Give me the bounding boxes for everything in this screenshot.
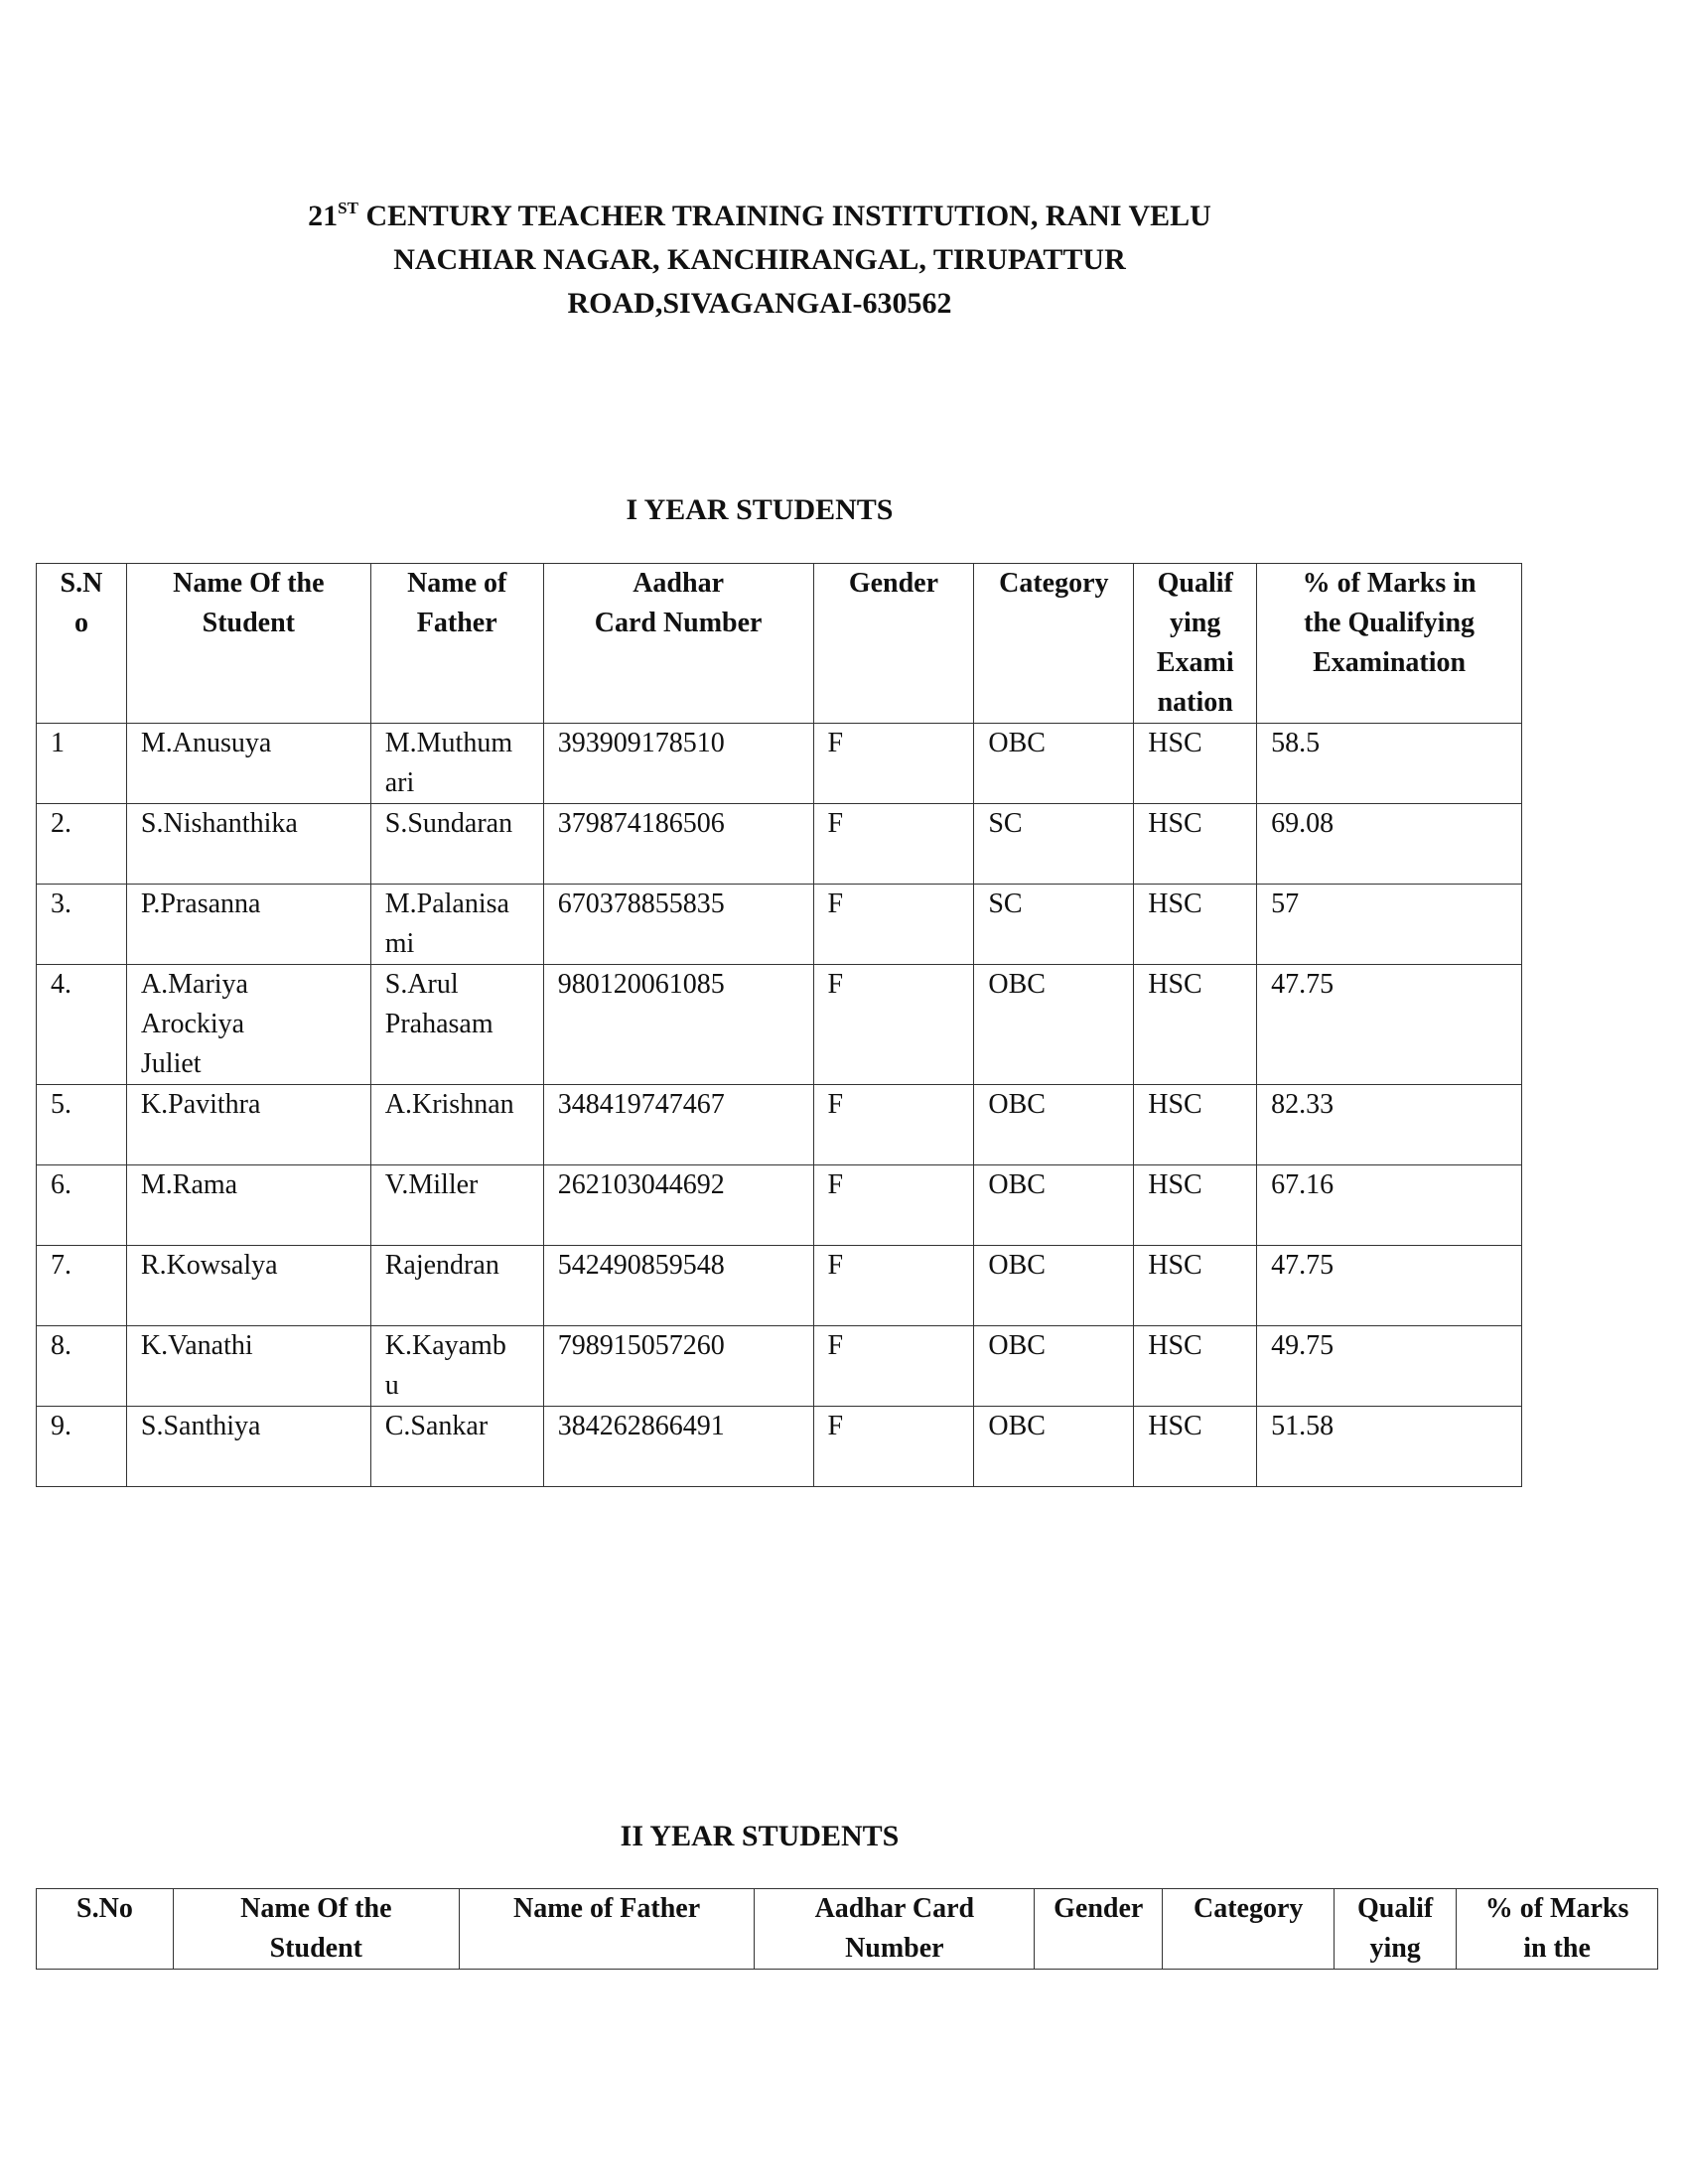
cell-aadhar-number: 262103044692 (543, 1165, 813, 1246)
cell-category: SC (974, 885, 1134, 965)
header-qualifying-exam: Qualif ying Exami nation (1134, 564, 1257, 724)
header-student-name: Name Of the Student (126, 564, 370, 724)
header-aadhar-number: Aadhar Card Number (543, 564, 813, 724)
cell-qualifying-exam: HSC (1134, 1326, 1257, 1407)
cell-student-name: M.Anusuya (126, 724, 370, 804)
cell-marks-percent: 51.58 (1257, 1407, 1522, 1487)
cell-qualifying-exam: HSC (1134, 724, 1257, 804)
second-year-students-table (36, 1888, 1658, 1970)
institution-title-line2: NACHIAR NAGAR, KANCHIRANGAL, TIRUPATTUR (393, 243, 1126, 276)
header-category: Category (1163, 1889, 1335, 1970)
cell-father-name: K.Kayamb u (370, 1326, 543, 1407)
second-year-heading: II YEAR STUDENTS (620, 1820, 900, 1852)
cell-father-name: M.Muthum ari (370, 724, 543, 804)
cell-student-name: M.Rama (126, 1165, 370, 1246)
cell-serial-no: 1 (37, 724, 127, 804)
table-header-row (37, 564, 1522, 724)
cell-student-name: P.Prasanna (126, 885, 370, 965)
cell-gender: F (813, 1326, 974, 1407)
cell-serial-no: 5. (37, 1085, 127, 1165)
cell-marks-percent: 57 (1257, 885, 1522, 965)
cell-gender: F (813, 1165, 974, 1246)
cell-qualifying-exam: HSC (1134, 1407, 1257, 1487)
header-marks-percent: % of Marks in the (1457, 1889, 1658, 1970)
cell-gender: F (813, 1407, 974, 1487)
cell-category: OBC (974, 1246, 1134, 1326)
first-year-students-table (36, 563, 1522, 1487)
table-row (37, 885, 1522, 965)
cell-marks-percent: 47.75 (1257, 1246, 1522, 1326)
cell-marks-percent: 82.33 (1257, 1085, 1522, 1165)
cell-aadhar-number: 348419747467 (543, 1085, 813, 1165)
table-row (37, 804, 1522, 885)
cell-qualifying-exam: HSC (1134, 804, 1257, 885)
cell-father-name: S.Arul Prahasam (370, 965, 543, 1085)
cell-father-name: C.Sankar (370, 1407, 543, 1487)
cell-father-name: V.Miller (370, 1165, 543, 1246)
header-gender: Gender (813, 564, 974, 724)
cell-qualifying-exam: HSC (1134, 965, 1257, 1085)
header-marks-percent: % of Marks in the Qualifying Examination (1257, 564, 1522, 724)
header-qualifying-exam: Qualif ying (1335, 1889, 1457, 1970)
institution-title-line3: ROAD,SIVAGANGAI-630562 (567, 287, 952, 320)
header-aadhar-number: Aadhar Card Number (755, 1889, 1035, 1970)
cell-serial-no: 6. (37, 1165, 127, 1246)
cell-student-name: R.Kowsalya (126, 1246, 370, 1326)
cell-serial-no: 2. (37, 804, 127, 885)
cell-serial-no: 9. (37, 1407, 127, 1487)
cell-aadhar-number: 393909178510 (543, 724, 813, 804)
cell-serial-no: 4. (37, 965, 127, 1085)
cell-aadhar-number: 379874186506 (543, 804, 813, 885)
cell-category: OBC (974, 1407, 1134, 1487)
cell-category: OBC (974, 1085, 1134, 1165)
institution-name: CENTURY TEACHER TRAINING INSTITUTION, RANI VELU (357, 200, 1211, 232)
cell-gender: F (813, 724, 974, 804)
header-father-name: Name of Father (370, 564, 543, 724)
cell-qualifying-exam: HSC (1134, 885, 1257, 965)
cell-student-name: K.Vanathi (126, 1326, 370, 1407)
cell-father-name: S.Sundaran (370, 804, 543, 885)
institution-title-line1 (248, 195, 1271, 238)
institution-superscript: ST (338, 199, 358, 217)
cell-category: OBC (974, 965, 1134, 1085)
header-serial-no: S.No (37, 1889, 174, 1970)
cell-serial-no: 3. (37, 885, 127, 965)
table-header-row (37, 1889, 1658, 1970)
cell-qualifying-exam: HSC (1134, 1246, 1257, 1326)
cell-father-name: Rajendran (370, 1246, 543, 1326)
header-student-name: Name Of the Student (173, 1889, 459, 1970)
cell-student-name: A.Mariya Arockiya Juliet (126, 965, 370, 1085)
header-gender: Gender (1035, 1889, 1163, 1970)
header-category: Category (974, 564, 1134, 724)
cell-marks-percent: 67.16 (1257, 1165, 1522, 1246)
cell-category: OBC (974, 1326, 1134, 1407)
cell-qualifying-exam: HSC (1134, 1165, 1257, 1246)
cell-student-name: S.Santhiya (126, 1407, 370, 1487)
cell-category: OBC (974, 724, 1134, 804)
cell-aadhar-number: 670378855835 (543, 885, 813, 965)
cell-marks-percent: 47.75 (1257, 965, 1522, 1085)
cell-student-name: S.Nishanthika (126, 804, 370, 885)
cell-father-name: M.Palanisa mi (370, 885, 543, 965)
table-row (37, 1165, 1522, 1246)
cell-qualifying-exam: HSC (1134, 1085, 1257, 1165)
cell-student-name: K.Pavithra (126, 1085, 370, 1165)
cell-serial-no: 7. (37, 1246, 127, 1326)
cell-category: OBC (974, 1165, 1134, 1246)
cell-gender: F (813, 804, 974, 885)
table-row (37, 1085, 1522, 1165)
cell-gender: F (813, 965, 974, 1085)
cell-category: SC (974, 804, 1134, 885)
table-row (37, 965, 1522, 1085)
cell-aadhar-number: 542490859548 (543, 1246, 813, 1326)
first-year-table-body (37, 724, 1522, 1487)
cell-marks-percent: 58.5 (1257, 724, 1522, 804)
cell-serial-no: 8. (37, 1326, 127, 1407)
table-row (37, 724, 1522, 804)
cell-gender: F (813, 885, 974, 965)
cell-aadhar-number: 798915057260 (543, 1326, 813, 1407)
cell-marks-percent: 49.75 (1257, 1326, 1522, 1407)
table-row (37, 1246, 1522, 1326)
first-year-heading: I YEAR STUDENTS (626, 493, 894, 526)
cell-father-name: A.Krishnan (370, 1085, 543, 1165)
cell-gender: F (813, 1085, 974, 1165)
header-serial-no: S.N o (37, 564, 127, 724)
cell-marks-percent: 69.08 (1257, 804, 1522, 885)
institution-number: 21 (308, 200, 339, 232)
table-row (37, 1407, 1522, 1487)
table-row (37, 1326, 1522, 1407)
cell-aadhar-number: 980120061085 (543, 965, 813, 1085)
institution-title (248, 195, 1271, 326)
header-father-name: Name of Father (459, 1889, 755, 1970)
cell-gender: F (813, 1246, 974, 1326)
cell-aadhar-number: 384262866491 (543, 1407, 813, 1487)
